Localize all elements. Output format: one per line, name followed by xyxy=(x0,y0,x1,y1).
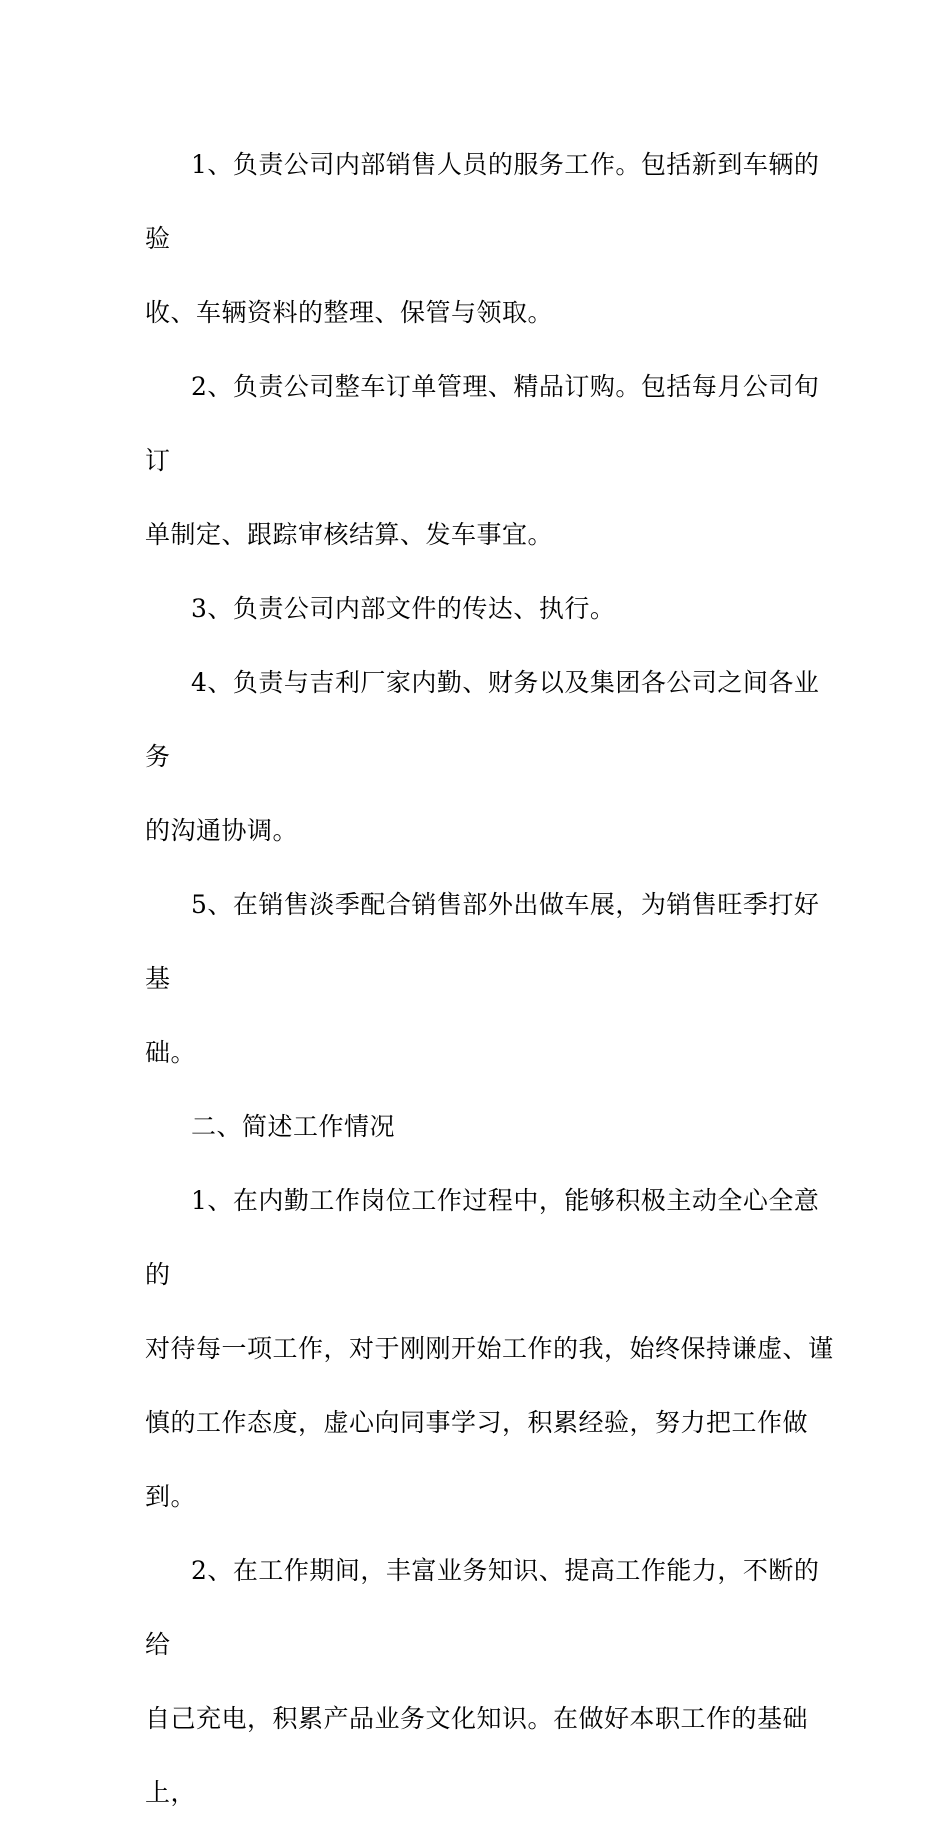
paragraph-line: 1、负责公司内部销售人员的服务工作。包括新到车辆的验 xyxy=(145,150,820,253)
paragraph-line: 4、负责与吉利厂家内勤、财务以及集团各公司之间各业务 xyxy=(145,668,820,771)
paragraph-line: 收、车辆资料的整理、保管与领取。 xyxy=(145,298,554,327)
section-heading-line: 二、简述工作情况 xyxy=(191,1112,396,1141)
paragraph-duty-5 xyxy=(145,868,835,1090)
paragraph-line: 3、负责公司内部文件的传达、执行。 xyxy=(191,594,616,623)
paragraph-line: 2、在工作期间，丰富业务知识、提高工作能力，不断的给 xyxy=(145,1556,820,1659)
paragraph-line: 单制定、跟踪审核结算、发车事宜。 xyxy=(145,520,554,549)
paragraph-line: 2、负责公司整车订单管理、精品订购。包括每月公司旬订 xyxy=(145,372,820,475)
paragraph-duty-2 xyxy=(145,350,835,572)
paragraph-work-2 xyxy=(145,1534,835,1830)
section-heading-work-summary xyxy=(145,1090,835,1164)
paragraph-line: 自己充电，积累产品业务文化知识。在做好本职工作的基础上， xyxy=(145,1704,809,1807)
paragraph-work-1 xyxy=(145,1164,835,1534)
paragraph-duty-1 xyxy=(145,128,835,350)
paragraph-line: 的沟通协调。 xyxy=(145,816,299,845)
paragraph-line: 对待每一项工作，对于刚刚开始工作的我，始终保持谦虚、谨 xyxy=(145,1334,834,1363)
paragraph-line: 1、在内勤工作岗位工作过程中，能够积极主动全心全意的 xyxy=(145,1186,820,1289)
paragraph-line: 慎的工作态度，虚心向同事学习，积累经验，努力把工作做到。 xyxy=(145,1408,809,1511)
paragraph-duty-3 xyxy=(145,572,835,646)
paragraph-line: 5、在销售淡季配合销售部外出做车展，为销售旺季打好基 xyxy=(145,890,820,993)
paragraph-line: 础。 xyxy=(145,1038,197,1067)
document-body xyxy=(145,128,835,1830)
paragraph-duty-4 xyxy=(145,646,835,868)
